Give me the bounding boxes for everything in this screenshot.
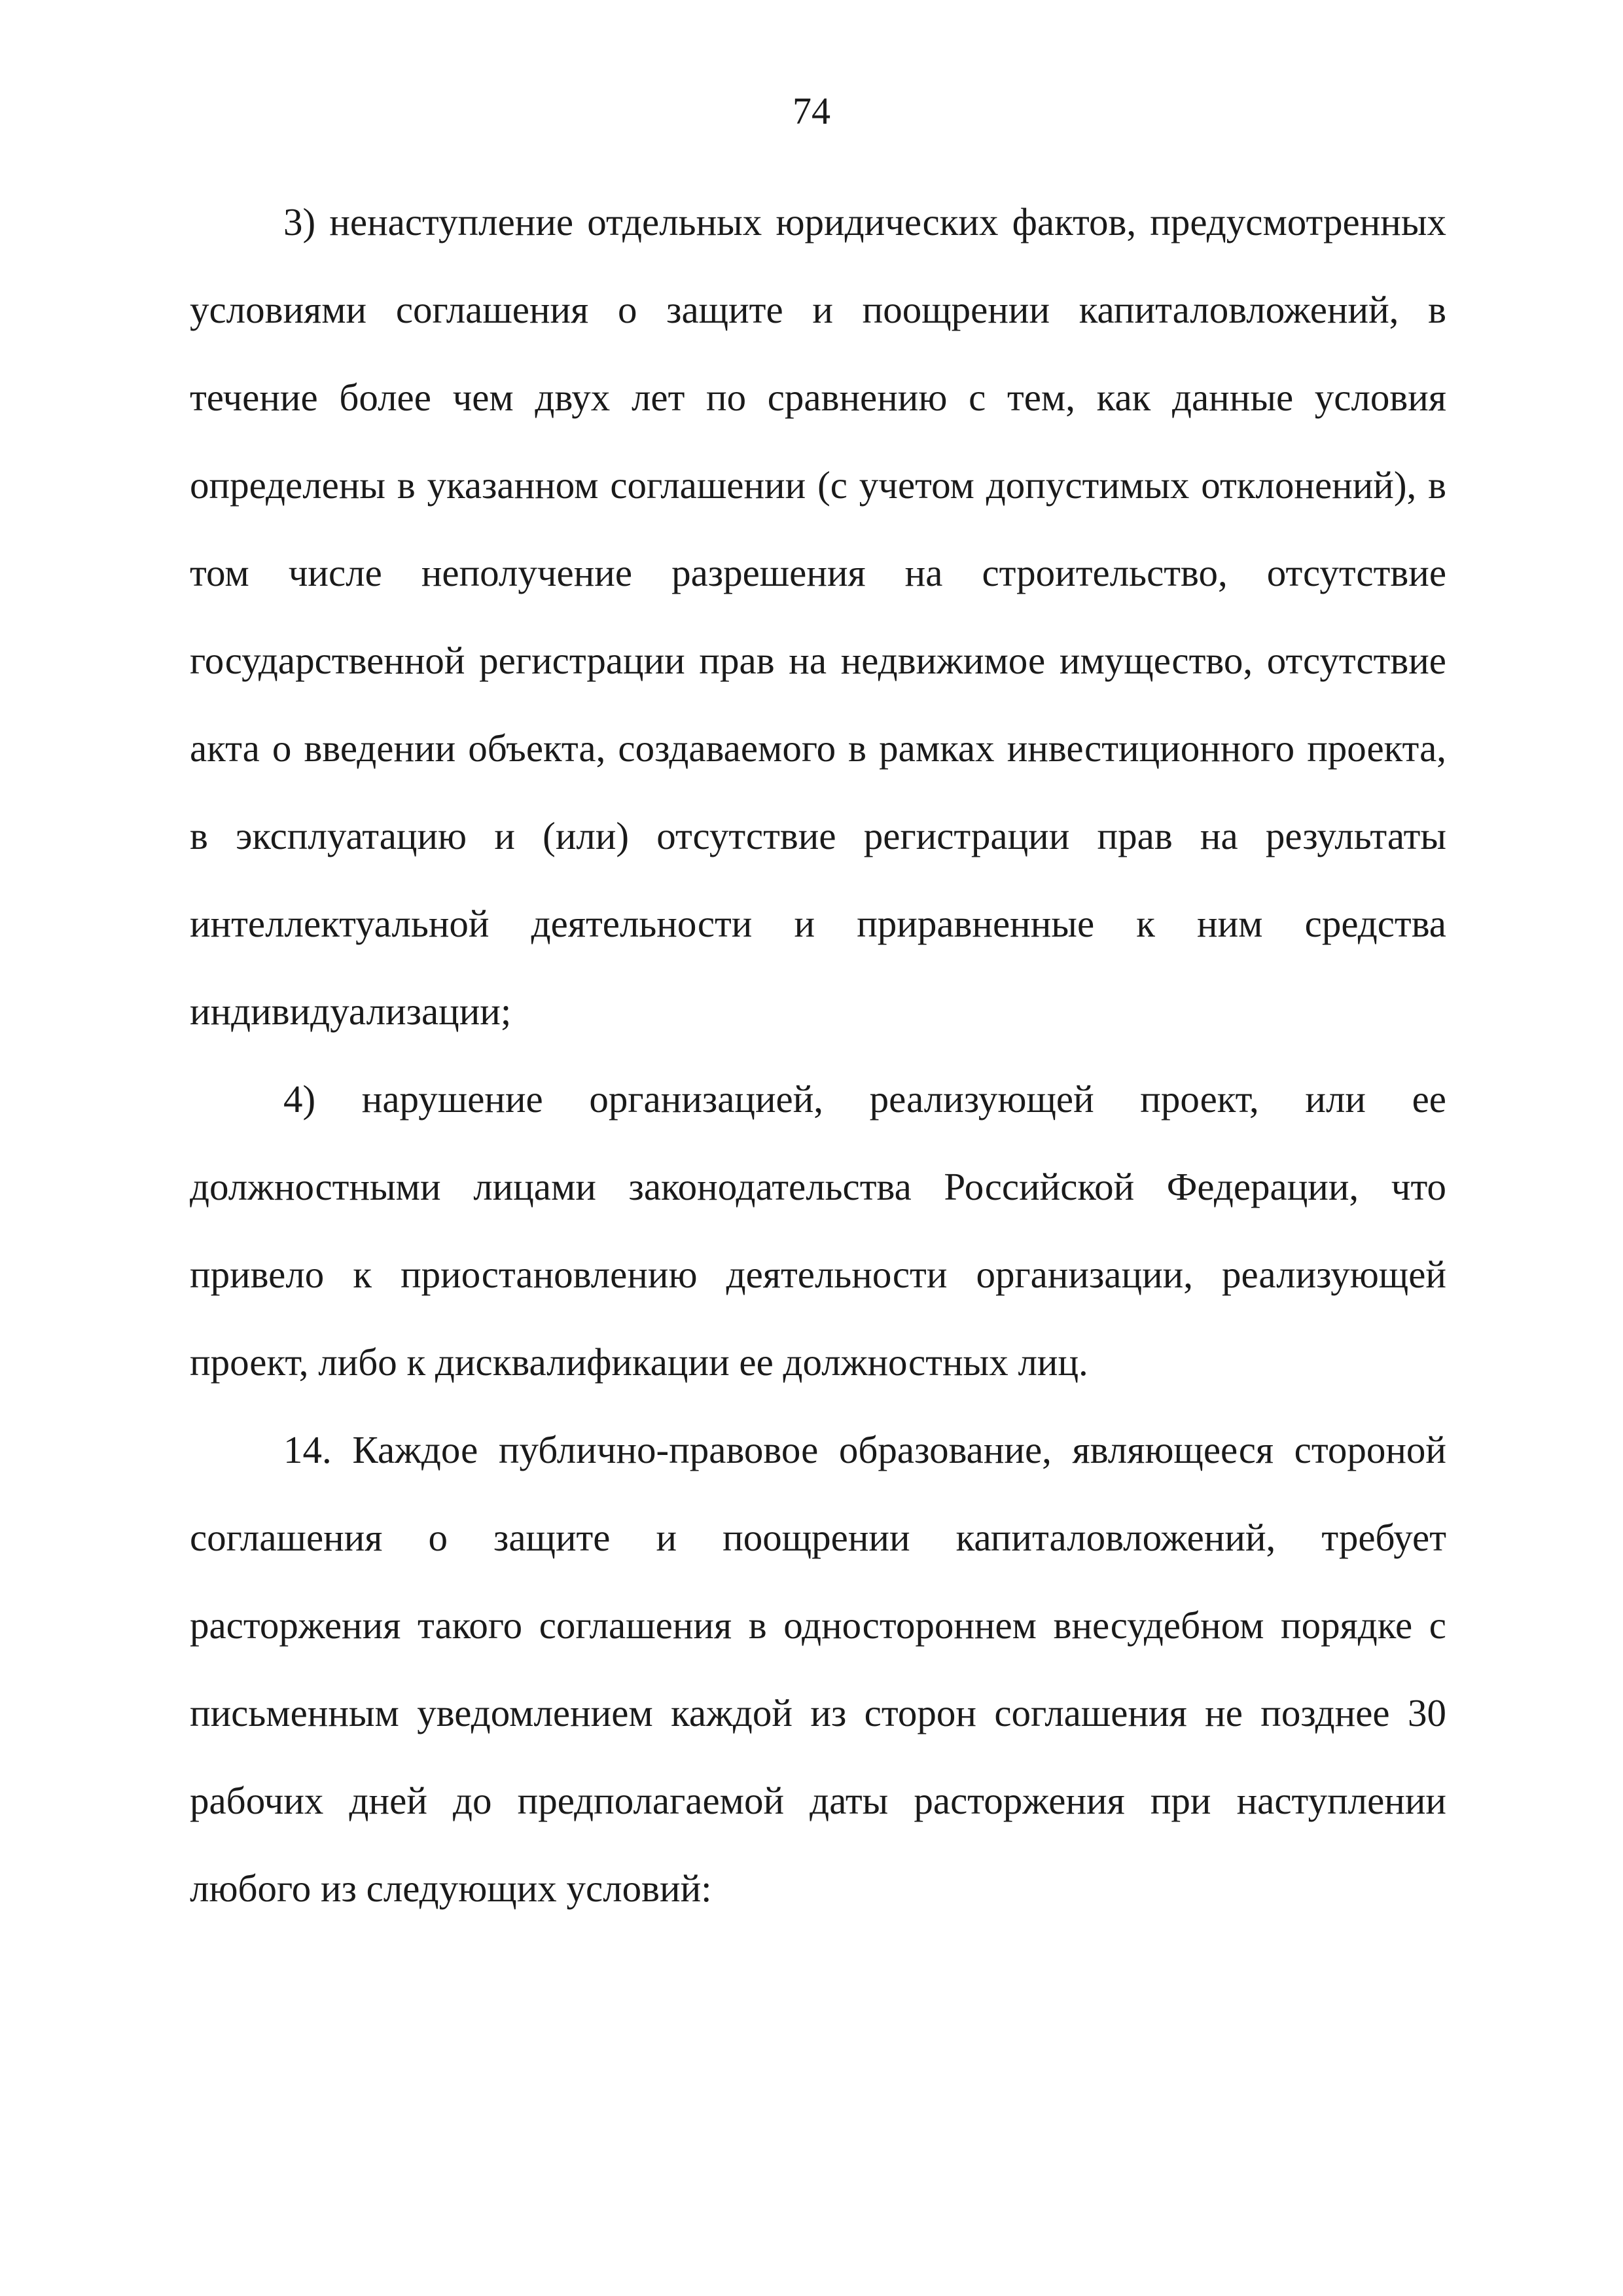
- document-body: [190, 178, 1446, 1932]
- page-number: 74: [793, 90, 830, 132]
- paragraph-section-14: 14. Каждое публично-правовое образование, являющееся стороной соглашения о защите и поощрении капиталовложений, требует расторжения такого соглашения в одностороннем внесудебном порядке с письменным уведомлением каждой из сторон соглашения не позднее 30 рабочих дней до предполагаемой даты расторжения при наступлении любого из следующих условий:: [190, 1428, 1446, 1910]
- paragraph-item-4: 4) нарушение организацией, реализующей проект, или ее должностными лицами законодательства Российской Федерации, что привело к приостановлению деятельности организации, реализующей проект, либо к дисквалификации ее должностных лиц.: [190, 1077, 1446, 1384]
- paragraph-item-3: 3) ненаступление отдельных юридических фактов, предусмотренных условиями соглашения о защите и поощрении капиталовложений, в течение более чем двух лет по сравнению с тем, как данные условия определены в указанном соглашении (с учетом допустимых отклонений), в том числе неполучение разрешения на строительство, отсутствие государственной регистрации прав на недвижимое имущество, отсутствие акта о введении объекта, создаваемого в рамках инвестиционного проекта, в эксплуатацию и (или) отсутствие регистрации прав на результаты интеллектуальной деятельности и приравненные к ним средства индивидуализации;: [190, 200, 1446, 1033]
